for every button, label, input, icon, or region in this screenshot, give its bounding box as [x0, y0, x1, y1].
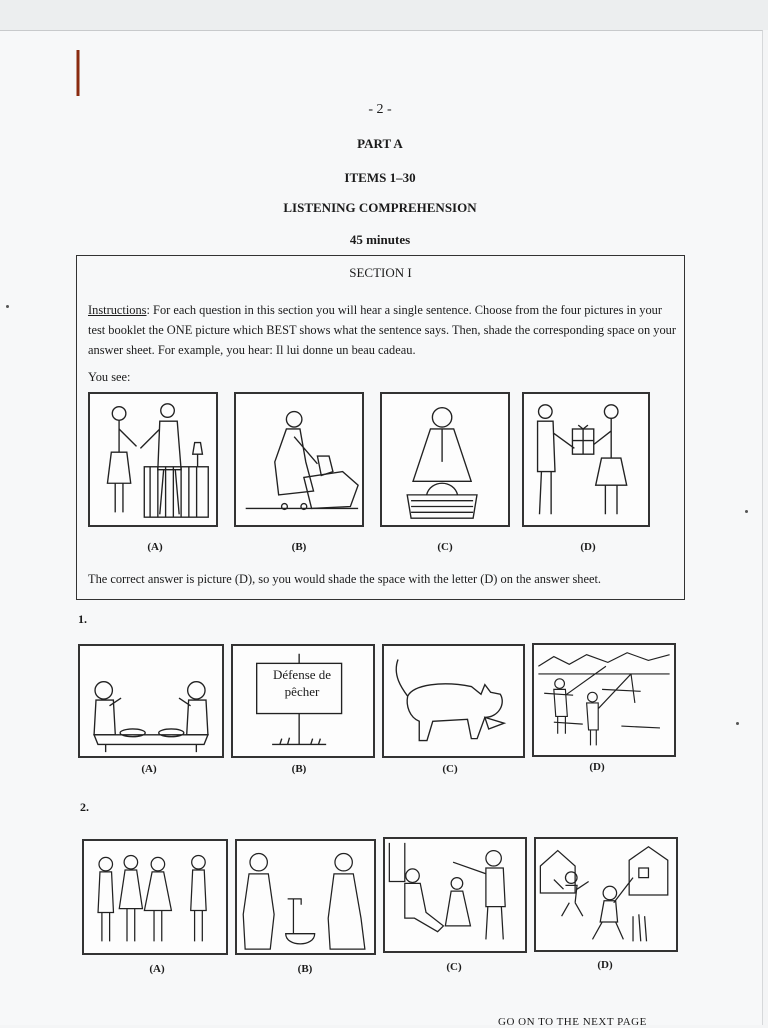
section-heading: LISTENING COMPREHENSION — [283, 200, 477, 215]
q2-picture-b — [235, 839, 376, 955]
part-title: PART A — [357, 136, 403, 151]
q2-label-d: (D) — [597, 959, 613, 971]
man-packing-vase-illustration — [236, 394, 362, 525]
instructions-text: : For each question in this section you will hear a single sentence. Choose from the four pictures in your test booklet the ONE picture which BEST shows what the sentence says. Then, shade the corresponding space on your answer sheet. For example, you hear: Il lui donne un beau cadeau. — [88, 303, 676, 357]
correct-answer-note: The correct answer is picture (D), so you would shade the space with the letter (D) on the answer sheet. — [88, 572, 602, 586]
man-giving-gift-illustration — [524, 394, 648, 525]
sign-text: Défense de pêcher — [272, 667, 332, 699]
question-2-number: 2. — [80, 800, 89, 814]
sign-post-illustration — [233, 646, 373, 756]
men-fishing-illustration — [534, 645, 674, 755]
question-1-number: 1. — [78, 612, 87, 626]
example-label-a: (A) — [147, 541, 163, 553]
ink-mark — [76, 50, 80, 96]
q1-label-c: (C) — [442, 763, 458, 775]
man-pointing-illustration — [385, 839, 525, 951]
instructions-label: Instructions — [88, 303, 147, 317]
q1-picture-c — [382, 644, 525, 758]
page-number: - 2 - — [368, 102, 392, 117]
children-standing-illustration — [84, 841, 226, 953]
example-label-c: (C) — [437, 541, 453, 553]
q2-label-a: (A) — [149, 963, 165, 975]
example-label-b: (B) — [291, 541, 307, 553]
q2-picture-a — [82, 839, 228, 955]
example-picture-d — [522, 392, 650, 527]
boys-playing-cricket-illustration — [536, 839, 676, 950]
q2-picture-c — [383, 837, 527, 953]
q1-picture-a — [78, 644, 224, 758]
duration: 45 minutes — [349, 232, 411, 247]
example-picture-b — [234, 392, 364, 527]
cat-with-fish-illustration — [384, 646, 523, 756]
q1-picture-b — [231, 644, 375, 758]
q1-label-d: (D) — [589, 761, 605, 773]
example-label-d: (D) — [580, 541, 596, 553]
q2-label-c: (C) — [446, 961, 462, 973]
q1-picture-d — [532, 643, 676, 757]
section-label: SECTION I — [349, 265, 412, 280]
couple-handshake-illustration — [90, 394, 216, 525]
example-picture-a — [88, 392, 218, 527]
top-strip — [0, 0, 768, 30]
q2-picture-d — [534, 837, 678, 952]
speck — [6, 305, 9, 308]
q1-label-a: (A) — [141, 763, 157, 775]
speck — [736, 722, 739, 725]
two-boys-eating-illustration — [80, 646, 222, 756]
speck — [745, 510, 748, 513]
footer-next-page: GO ON TO THE NEXT PAGE — [498, 1016, 647, 1028]
items-range: ITEMS 1–30 — [344, 170, 416, 185]
q1-label-b: (B) — [291, 763, 307, 775]
you-see-label: You see: — [88, 370, 131, 384]
q2-label-b: (B) — [297, 963, 313, 975]
women-at-water-tap-illustration — [237, 841, 374, 953]
example-picture-c — [380, 392, 510, 527]
instructions — [88, 300, 678, 360]
man-with-basket-illustration — [382, 394, 508, 525]
